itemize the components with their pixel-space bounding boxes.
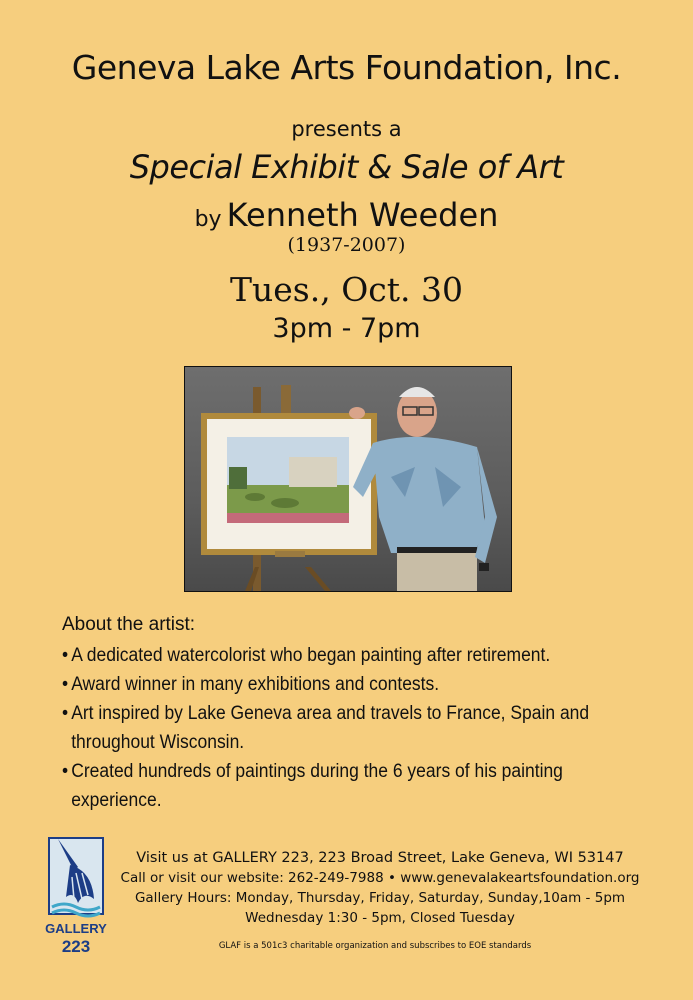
about-heading: About the artist: xyxy=(62,614,196,635)
presents-text: presents a xyxy=(291,117,402,141)
visit-info xyxy=(100,848,660,928)
list-item: • Created hundreds of paintings during the 6 years of his painting experience. xyxy=(62,757,642,815)
artist-with-painting-illustration xyxy=(185,367,511,591)
gallery-223-logo xyxy=(45,837,107,957)
artist-name: Kenneth Weeden xyxy=(226,196,499,234)
artist-years: (1937-2007) xyxy=(287,234,406,256)
visit-contact: Call or visit our website: 262-249-7988 • www.genevalakeartsfoundation.org xyxy=(120,870,640,886)
about-artist-section xyxy=(62,610,662,815)
visit-address: Visit us at GALLERY 223, 223 Broad Street, Lake Geneva, WI 53147 xyxy=(136,850,624,866)
exhibit-title: Special Exhibit & Sale of Art xyxy=(129,148,564,186)
artist-photo xyxy=(184,366,512,592)
list-item: • Award winner in many exhibitions and contests. xyxy=(62,670,614,699)
footnote: GLAF is a 501c3 charitable organization and subscribes to EOE standards xyxy=(218,941,532,951)
organization-title: Geneva Lake Arts Foundation, Inc. xyxy=(71,48,622,87)
gallery-hours-wednesday: Wednesday 1:30 - 5pm, Closed Tuesday xyxy=(245,910,515,926)
by-text: by xyxy=(194,207,222,232)
event-date: Tues., Oct. 30 xyxy=(230,270,463,309)
about-list xyxy=(62,641,662,815)
list-item: • A dedicated watercolorist who began painting after retirement. xyxy=(62,641,614,670)
event-time: 3pm - 7pm xyxy=(272,313,421,344)
logo-gallery-text: GALLERY xyxy=(45,921,107,936)
artist-byline xyxy=(0,196,693,234)
gallery-hours: Gallery Hours: Monday, Thursday, Friday, Saturday, Sunday,10am - 5pm xyxy=(134,890,626,906)
list-item: • Art inspired by Lake Geneva area and travels to France, Spain and throughout Wisconsin. xyxy=(62,699,660,757)
brush-icon xyxy=(48,837,104,921)
logo-number-text: 223 xyxy=(61,937,91,956)
